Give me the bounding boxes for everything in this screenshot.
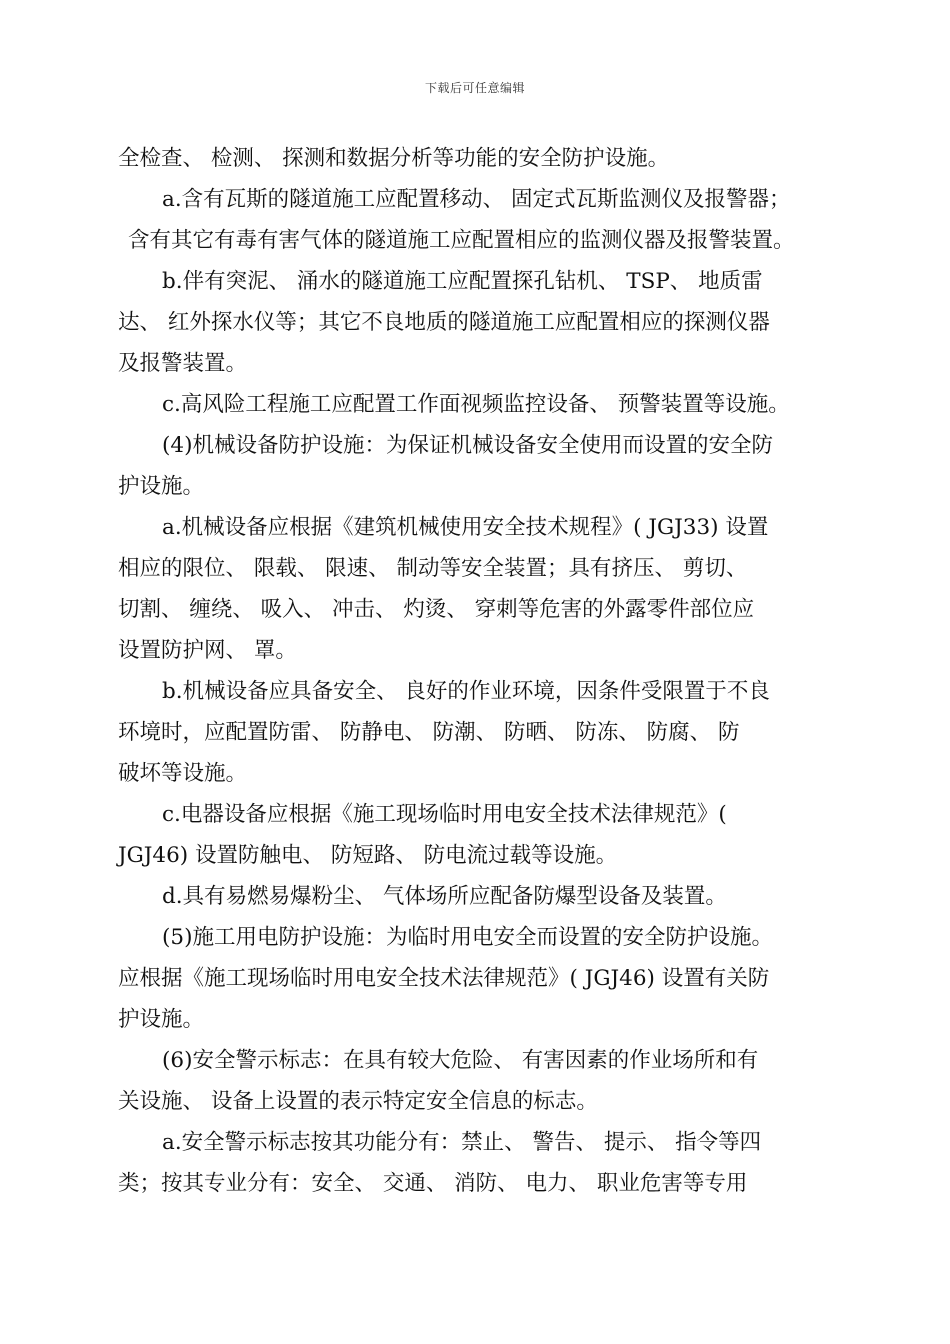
text-line: c.电器设备应根据《施工现场临时用电安全技术法律规范》( xyxy=(162,802,727,827)
text-line: 设置防护网、 罩。 xyxy=(118,638,297,663)
text-line: b.伴有突泥、 涌水的隧道施工应配置探孔钻机、 TSP、 地质雷 xyxy=(162,269,763,294)
text-line: 护设施。 xyxy=(118,474,205,499)
text-line: 含有其它有毒有害气体的隧道施工应配置相应的监测仪器及报警装置。 xyxy=(128,228,795,253)
text-line: 切割、 缠绕、 吸入、 冲击、 灼烫、 穿刺等危害的外露零件部位应 xyxy=(118,597,755,622)
text-line: (6)安全警示标志：在具有较大危险、 有害因素的作业场所和有 xyxy=(162,1048,759,1073)
text-line: b.机械设备应具备安全、 良好的作业环境，因条件受限置于不良 xyxy=(162,679,770,704)
text-line: (5)施工用电防护设施：为临时用电安全而设置的安全防护设施。 xyxy=(162,925,773,950)
document-body xyxy=(118,138,834,1204)
text-line: 类；按其专业分有：安全、 交通、 消防、 电力、 职业危害等专用 xyxy=(118,1171,748,1196)
text-line: 相应的限位、 限载、 限速、 制动等安全装置；具有挤压、 剪切、 xyxy=(118,556,748,581)
text-line: 护设施。 xyxy=(118,1007,205,1032)
text-line: 全检查、 检测、 探测和数据分析等功能的安全防护设施。 xyxy=(118,146,670,171)
text-line: d.具有易燃易爆粉尘、 气体场所应配备防爆型设备及装置。 xyxy=(162,884,727,909)
text-line: 及报警装置。 xyxy=(118,351,248,376)
text-line: c.高风险工程施工应配置工作面视频监控设备、 预警装置等设施。 xyxy=(162,392,790,417)
text-line: 关设施、 设备上设置的表示特定安全信息的标志。 xyxy=(118,1089,598,1114)
text-line: 应根据《施工现场临时用电安全技术法律规范》( JGJ46) 设置有关防 xyxy=(118,966,770,991)
page-header: 下载后可任意编辑 xyxy=(424,81,525,95)
text-line: 环境时，应配置防雷、 防静电、 防潮、 防晒、 防冻、 防腐、 防 xyxy=(118,720,740,745)
text-line: JGJ46) 设置防触电、 防短路、 防电流过载等设施。 xyxy=(118,843,618,868)
text-line: 破坏等设施。 xyxy=(118,761,248,786)
text-line: 达、 红外探水仪等；其它不良地质的隧道施工应配置相应的探测仪器 xyxy=(118,310,770,335)
text-line: a.含有瓦斯的隧道施工应配置移动、 固定式瓦斯监测仪及报警器； xyxy=(162,187,791,212)
text-line: a.安全警示标志按其功能分有：禁止、 警告、 提示、 指令等四 xyxy=(162,1130,762,1155)
text-line: (4)机械设备防护设施：为保证机械设备安全使用而设置的安全防 xyxy=(162,433,773,458)
text-line: a.机械设备应根据《建筑机械使用安全技术规程》( JGJ33) 设置 xyxy=(162,515,769,540)
